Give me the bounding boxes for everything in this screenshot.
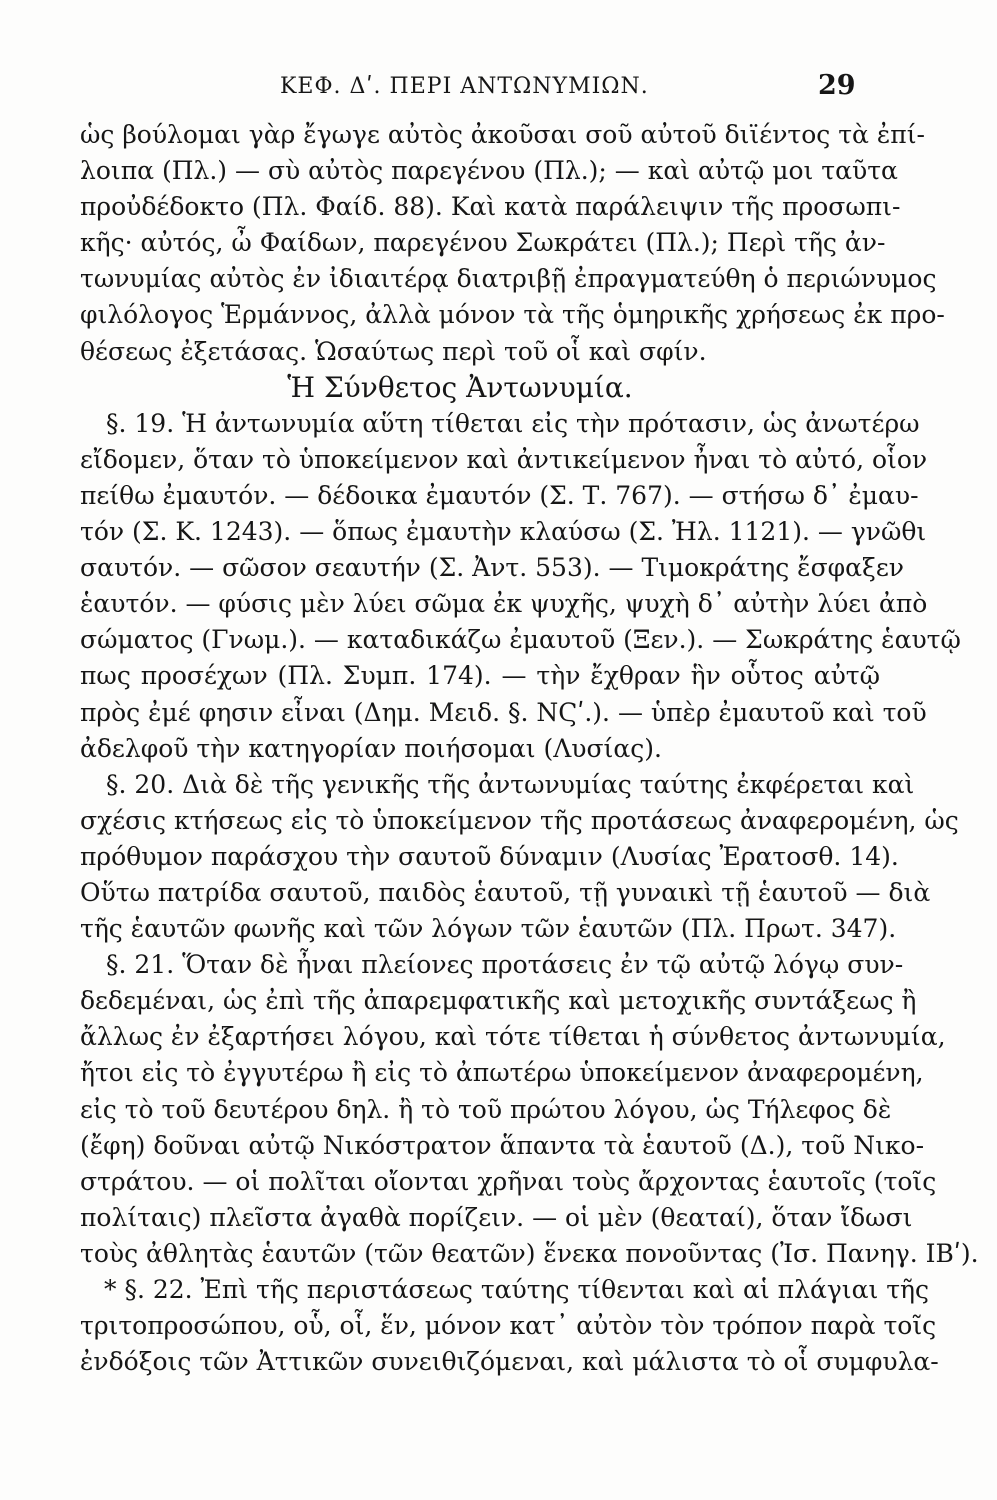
text-line: τωνυμίας αὐτὸς ἐν ἰδιαιτέρᾳ διατριβῇ ἐπραγματεύθη ὁ περιώνυμος — [80, 264, 937, 294]
running-head: ΚΕΦ. Δʹ. ΠΕΡΙ ΑΝΤΩΝΥΜΙΩΝ. — [280, 74, 649, 99]
text-line: ἐνδόξοις τῶν Ἀττικῶν συνειθιζόμεναι, καὶ μάλιστα τὸ οἷ συμφυλα- — [80, 1347, 939, 1377]
text-line: τοὺς ἀθλητὰς ἑαυτῶν (τῶν θεατῶν) ἕνεκα πονοῦντας (Ἰσ. Πανηγ. ΙΒʹ). — [80, 1238, 979, 1268]
text-line: ὡς βούλομαι γὰρ ἔγωγε αὐτὸς ἀκοῦσαι σοῦ αὐτοῦ διϊέντος τὰ ἐπί- — [80, 120, 925, 149]
text-line: ἀδελφοῦ τὴν κατηγορίαν ποιήσομαι (Λυσίας). — [80, 733, 662, 763]
text-line: πρὸς ἐμέ φησιν εἶναι (Δημ. Μειδ. §. ΝϚʹ.). — ὑπὲρ ἐμαυτοῦ καὶ τοῦ — [80, 697, 927, 727]
text-line: πως προσέχων (Πλ. Συμπ. 174). — τὴν ἔχθραν ἣν οὗτος αὐτῷ — [80, 661, 880, 691]
page-number: 29 — [818, 70, 856, 101]
text-line: τριτοπροσώπου, οὗ, οἷ, ἕν, μόνον κατ᾿ αὐτὸν τὸν τρόπον παρὰ τοῖς — [80, 1311, 937, 1341]
text-line: σώματος (Γνωμ.). — καταδικάζω ἐμαυτοῦ (Ξεν.). — Σωκράτης ἑαυτῷ — [80, 625, 961, 655]
text-line: στράτου. — οἱ πολῖται οἴονται χρῆναι τοὺς ἄρχοντας ἑαυτοῖς (τοῖς — [80, 1166, 937, 1196]
text-line: πολίταις) πλεῖστα ἀγαθὰ πορίζειν. — οἱ μὲν (θεαταί), ὅταν ἴδωσι — [80, 1202, 913, 1232]
text-line: τῆς ἑαυτῶν φωνῆς καὶ τῶν λόγων τῶν ἑαυτῶν (Πλ. Πρωτ. 347). — [80, 914, 897, 944]
text-line: πρόθυμον παράσχου τὴν σαυτοῦ δύναμιν (Λυσίας Ἐρατοσθ. 14). — [80, 841, 899, 871]
paragraph-19-start: §. 19. Ἡ ἀντωνυμία αὕτη τίθεται εἰς τὴν πρότασιν, ὡς ἀνωτέρω — [106, 408, 920, 438]
text-line: ἑαυτόν. — φύσις μὲν λύει σῶμα ἐκ ψυχῆς, ψυχὴ δ᾿ αὐτὴν λύει ἀπὸ — [80, 589, 928, 619]
text-line: (ἔφη) δοῦναι αὐτῷ Νικόστρατον ἅπαντα τὰ ἑαυτοῦ (Δ.), τοῦ Νικο- — [80, 1130, 925, 1160]
page-body — [80, 117, 979, 1380]
text-line: κῆς· αὐτός, ὦ Φαίδων, παρεγένου Σωκράτει (Πλ.); Περὶ τῆς ἀν- — [80, 228, 886, 258]
text-line: φιλόλογος Ἑρμάννος, ἀλλὰ μόνον τὰ τῆς ὁμηρικῆς χρήσεως ἐκ προ- — [80, 300, 945, 330]
text-line: δεδεμέναι, ὡς ἐπὶ τῆς ἀπαρεμφατικῆς καὶ μετοχικῆς συντάξεως ἢ — [80, 986, 917, 1016]
text-line: ἤτοι εἰς τὸ ἐγγυτέρω ἢ εἰς τὸ ἀπωτέρω ὑποκείμενον ἀναφερομένη, — [80, 1058, 924, 1088]
paragraph-22-start: * §. 22. Ἐπὶ τῆς περιστάσεως ταύτης τίθενται καὶ αἱ πλάγιαι τῆς — [104, 1275, 930, 1304]
paragraph-21-start: §. 21. Ὅταν δὲ ἦναι πλείονες προτάσεις ἐν τῷ αὐτῷ λόγῳ συν- — [106, 950, 904, 980]
text-line: πείθω ἐμαυτόν. — δέδοικα ἐμαυτόν (Σ. Τ. 767). — στήσω δ᾿ ἐμαυ- — [80, 480, 919, 510]
text-line: σαυτόν. — σῶσον σεαυτήν (Σ. Ἀντ. 553). — Τιμοκράτης ἔσφαξεν — [80, 553, 904, 583]
text-line: εἰς τὸ τοῦ δευτέρου δηλ. ἢ τὸ τοῦ πρώτου λόγου, ὡς Τήλεφος δὲ — [80, 1094, 892, 1124]
paragraph-20-start: §. 20. Διὰ δὲ τῆς γενικῆς τῆς ἀντωνυμίας ταύτης ἐκφέρεται καὶ — [106, 769, 915, 799]
text-line: Οὕτω πατρίδα σαυτοῦ, παιδὸς ἑαυτοῦ, τῇ γυναικὶ τῇ ἑαυτοῦ — διὰ — [80, 877, 931, 907]
text-line: θέσεως ἐξετάσας. Ὡσαύτως περὶ τοῦ οἷ καὶ σφίν. — [80, 336, 707, 366]
section-heading: Ἡ Σύνθετος Ἀντωνυμία. — [287, 370, 633, 404]
text-line: λοιπα (Πλ.) — σὺ αὐτὸς παρεγένου (Πλ.); — καὶ αὐτῷ μοι ταῦτα — [80, 156, 898, 186]
text-line: τόν (Σ. Κ. 1243). — ὅπως ἐμαυτὴν κλαύσω (Σ. Ἠλ. 1121). — γνῶθι — [80, 517, 927, 547]
text-line: εἴδομεν, ὅταν τὸ ὑποκείμενον καὶ ἀντικείμενον ἦναι τὸ αὐτό, οἷον — [80, 444, 928, 474]
text-line: προὐδέδοκτο (Πλ. Φαίδ. 88). Καὶ κατὰ παράλειψιν τῆς προσωπι- — [80, 192, 901, 222]
text-line: σχέσις κτήσεως εἰς τὸ ὑποκείμενον τῆς προτάσεως ἀναφερομένη, ὡς — [80, 805, 959, 835]
text-line: ἄλλως ἐν ἐξαρτήσει λόγου, καὶ τότε τίθεται ἡ σύνθετος ἀντωνυμία, — [80, 1022, 946, 1052]
